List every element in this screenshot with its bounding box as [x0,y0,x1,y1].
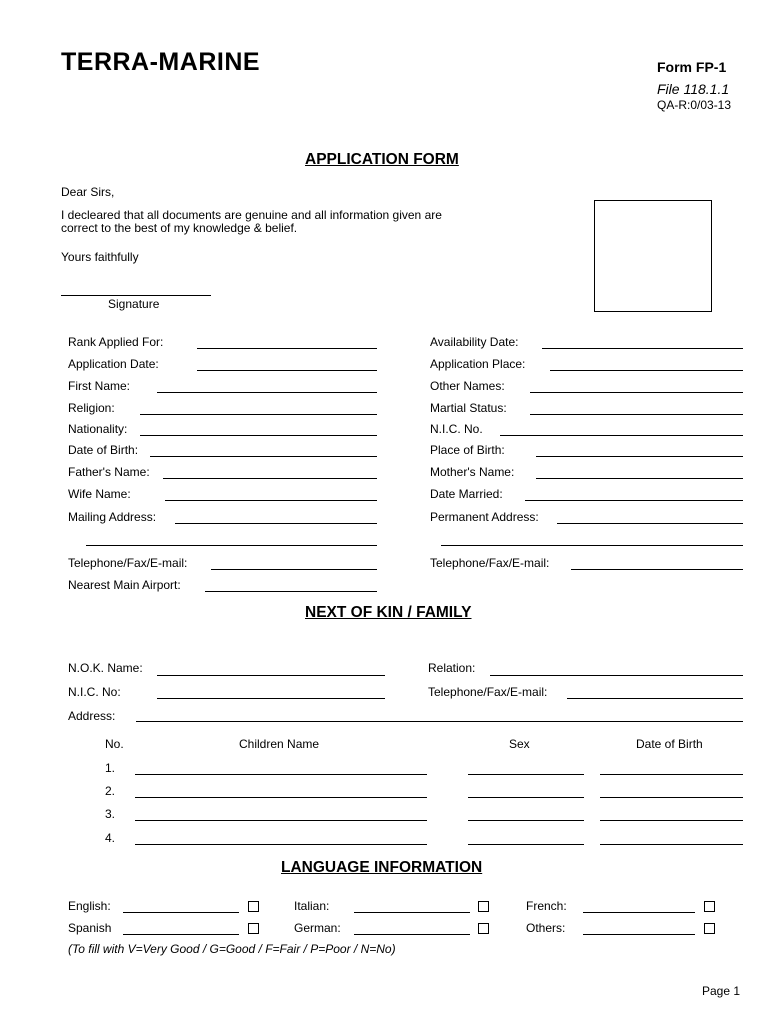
declaration-line-1: I decleared that all documents are genuine and all information given are [61,208,442,222]
others-field[interactable] [583,934,695,935]
date-of-birth-label: Date of Birth: [68,443,139,457]
company-name: TERRA-MARINE [61,48,261,76]
child-dob-field[interactable] [600,774,743,775]
col-dob-header: Date of Birth [636,737,703,751]
permanent-address-field[interactable] [557,523,743,524]
nic-field[interactable] [500,435,743,436]
child-dob-field[interactable] [600,844,743,845]
others-checkbox[interactable] [704,923,715,934]
date-married-field[interactable] [525,500,743,501]
child-sex-field[interactable] [468,797,584,798]
permanent-address-field-2[interactable] [441,545,743,546]
spanish-label: Spanish [68,921,112,935]
telephone-field[interactable] [211,569,377,570]
rank-field[interactable] [197,348,377,349]
date-of-birth-field[interactable] [150,456,377,457]
language-heading: LANGUAGE INFORMATION [281,859,483,876]
english-field[interactable] [123,912,239,913]
availability-date-label: Availability Date: [430,335,519,349]
signature-label: Signature [108,297,160,311]
rank-label: Rank Applied For: [68,335,164,349]
nok-heading: NEXT OF KIN / FAMILY [305,604,472,621]
first-name-field[interactable] [157,392,377,393]
nok-name-label: N.O.K. Name: [68,661,143,675]
child-name-field[interactable] [135,797,427,798]
mailing-address-field-2[interactable] [86,545,377,546]
table-row-number: 2. [105,784,116,798]
nok-telephone-label: Telephone/Fax/E-mail: [428,685,548,699]
nok-nic-field[interactable] [157,698,385,699]
italian-field[interactable] [354,912,470,913]
table-row-number: 3. [105,807,116,821]
signature-line[interactable] [61,295,211,296]
nok-address-label: Address: [68,709,116,723]
child-dob-field[interactable] [600,797,743,798]
spanish-checkbox[interactable] [248,923,259,934]
file-reference: File 118.1.1 [657,81,730,97]
page-number: Page 1 [702,984,741,998]
col-no-header: No. [105,737,124,751]
application-place-field[interactable] [550,370,743,371]
nationality-label: Nationality: [68,422,128,436]
form-code: Form FP-1 [657,59,727,75]
child-name-field[interactable] [135,844,427,845]
child-sex-field[interactable] [468,820,584,821]
german-checkbox[interactable] [478,923,489,934]
nok-nic-label: N.I.C. No: [68,685,121,699]
table-row-number: 1. [105,761,116,775]
italian-checkbox[interactable] [478,901,489,912]
availability-date-field[interactable] [542,348,743,349]
other-names-label: Other Names: [430,379,505,393]
place-of-birth-label: Place of Birth: [430,443,505,457]
child-dob-field[interactable] [600,820,743,821]
italian-label: Italian: [294,899,330,913]
german-field[interactable] [354,934,470,935]
religion-label: Religion: [68,401,115,415]
table-row-number: 4. [105,831,116,845]
form-title: APPLICATION FORM [305,151,459,168]
telephone-right-label: Telephone/Fax/E-mail: [430,556,550,570]
first-name-label: First Name: [68,379,131,393]
closing: Yours faithfully [61,250,139,264]
relation-field[interactable] [490,675,743,676]
place-of-birth-field[interactable] [536,456,743,457]
nationality-field[interactable] [140,435,377,436]
language-note: (To fill with V=Very Good / G=Good / F=Fair / P=Poor / N=No) [68,942,396,956]
col-children-header: Children Name [239,737,320,751]
mailing-address-field[interactable] [175,523,377,524]
french-checkbox[interactable] [704,901,715,912]
telephone-label: Telephone/Fax/E-mail: [68,556,188,570]
relation-label: Relation: [428,661,476,675]
marital-status-label: Martial Status: [430,401,507,415]
application-date-field[interactable] [197,370,377,371]
spanish-field[interactable] [123,934,239,935]
photo-box[interactable] [594,200,712,312]
others-label: Others: [526,921,566,935]
nok-name-field[interactable] [157,675,385,676]
declaration-line-2: correct to the best of my knowledge & belief. [61,221,298,235]
german-label: German: [294,921,341,935]
nok-telephone-field[interactable] [567,698,743,699]
english-label: English: [68,899,111,913]
child-sex-field[interactable] [468,774,584,775]
mother-name-label: Mother's Name: [430,465,515,479]
mother-name-field[interactable] [536,478,743,479]
col-sex-header: Sex [509,737,530,751]
nic-label: N.I.C. No. [430,422,483,436]
mailing-address-label: Mailing Address: [68,510,157,524]
other-names-field[interactable] [530,392,743,393]
qa-reference: QA-R:0/03-13 [657,98,732,112]
father-name-field[interactable] [163,478,377,479]
application-date-label: Application Date: [68,357,159,371]
nearest-airport-field[interactable] [205,591,377,592]
nearest-airport-label: Nearest Main Airport: [68,578,181,592]
english-checkbox[interactable] [248,901,259,912]
french-label: French: [526,899,567,913]
child-name-field[interactable] [135,820,427,821]
telephone-right-field[interactable] [571,569,743,570]
father-name-label: Father's Name: [68,465,150,479]
child-sex-field[interactable] [468,844,584,845]
marital-status-field[interactable] [530,414,743,415]
religion-field[interactable] [140,414,377,415]
date-married-label: Date Married: [430,487,503,501]
wife-name-field[interactable] [165,500,377,501]
wife-name-label: Wife Name: [68,487,131,501]
child-name-field[interactable] [135,774,427,775]
french-field[interactable] [583,912,695,913]
application-place-label: Application Place: [430,357,526,371]
salutation: Dear Sirs, [61,185,115,199]
permanent-address-label: Permanent Address: [430,510,539,524]
nok-address-field[interactable] [136,721,743,722]
